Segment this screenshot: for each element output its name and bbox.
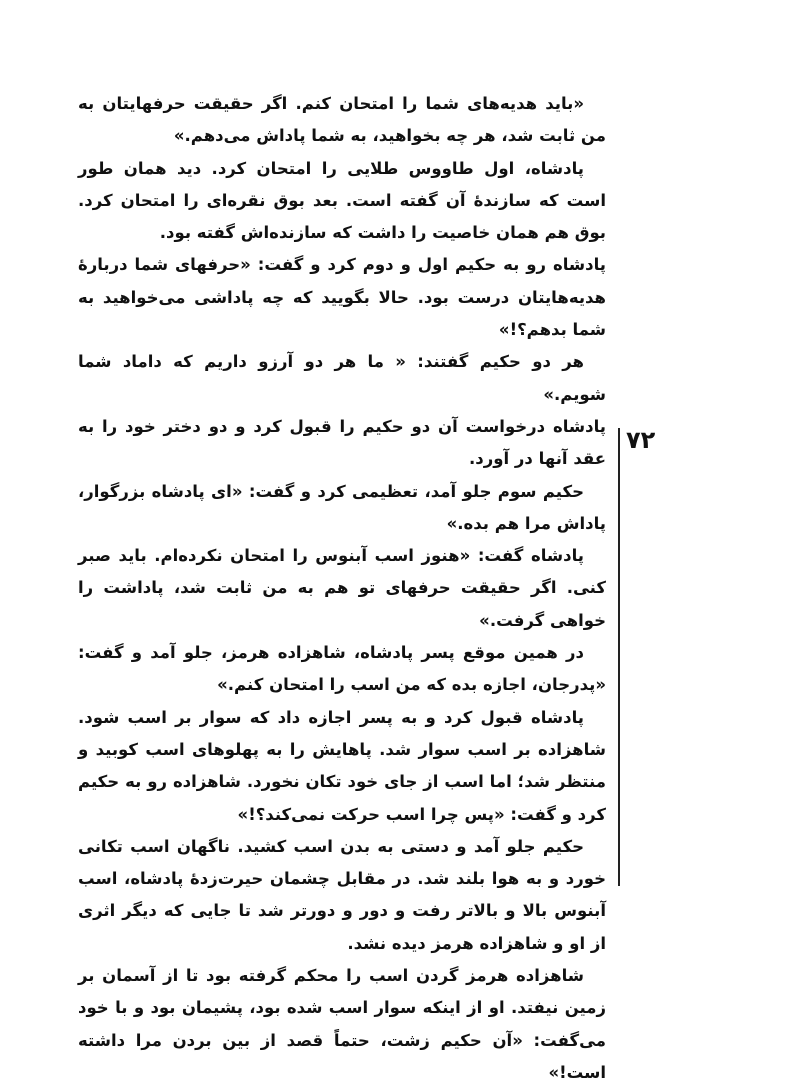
paragraph-5: پادشاه درخواست آن دو حکیم را قبول کرد و دو دختر خود را به عقد آنها در آورد.	[78, 416, 606, 469]
paragraph-4: هر دو حکیم گفتند: « ما هر دو آرزو داریم که داماد شما شویم.»	[78, 352, 606, 404]
page-number: ۷۲	[626, 426, 656, 454]
paragraph-7: پادشاه گفت: «هنوز اسب آبنوس را امتحان نکرده‌ام. باید صبر کنی. اگر حقیقت حرفهای تو هم به من ثابت شد، پاداشت را خواهی گرفت.»	[78, 546, 606, 630]
body-text	[78, 88, 606, 1089]
paragraph-3: پادشاه رو به حکیم اول و دوم کرد و گفت: «حرفهای شما دربارهٔ هدیه‌هایتان درست بود. حالا بگویید که چه پاداشی می‌خواهید به شما بدهم؟!»	[78, 255, 606, 340]
paragraph-11: شاهزاده هرمز گردن اسب را محکم گرفته بود تا از آسمان بر زمین نیفتد. او از اینکه سوار اسب شده بود، پشیمان بود و با خود می‌گفت: «آن حکیم زشت، حتماً قصد از بین بردن مرا داشته است!»	[78, 966, 606, 1082]
paragraph-6: حکیم سوم جلو آمد، تعظیمی کرد و گفت: «ای پادشاه بزرگوار، پاداش مرا هم بده.»	[78, 481, 606, 533]
margin-rule	[618, 428, 620, 886]
paragraph-2: پادشاه، اول طاووس طلایی را امتحان کرد. دید همان طور است که سازندهٔ آن گفته است. بعد بوق نقره‌ای را امتحان کرد. بوق هم همان خاصیت را داشت که سازنده‌اش گفته بود.	[78, 158, 606, 243]
paragraph-10: حکیم جلو آمد و دستی به بدن اسب کشید. ناگهان اسب تکانی خورد و به هوا بلند شد. در مقابل چشمان حیرت‌زدهٔ پادشاه، اسب آبنوس بالا و بالاتر رفت و دور و دورتر شد تا جایی که دیگر اثری از او و شاهزاده هرمز دیده نشد.	[78, 836, 606, 953]
paragraph-9: پادشاه قبول کرد و به پسر اجازه داد که سوار بر اسب شود. شاهزاده بر اسب سوار شد. پاهایش را به پهلوهای اسب کوبید و منتظر شد؛ اما اسب از جای خود تکان نخورد. شاهزاده رو به حکیم کرد و گفت: «پس چرا اسب حرکت نمی‌کند؟!»	[78, 707, 606, 824]
paragraph-1: «باید هدیه‌های شما را امتحان کنم. اگر حقیقت حرفهایتان به من ثابت شد، هر چه بخواهید، به شما پاداش می‌دهم.»	[78, 94, 606, 146]
paragraph-8: در همین موقع پسر پادشاه، شاهزاده هرمز، جلو آمد و گفت: «پدرجان، اجازه بده که من اسب را امتحان کنم.»	[78, 643, 606, 695]
